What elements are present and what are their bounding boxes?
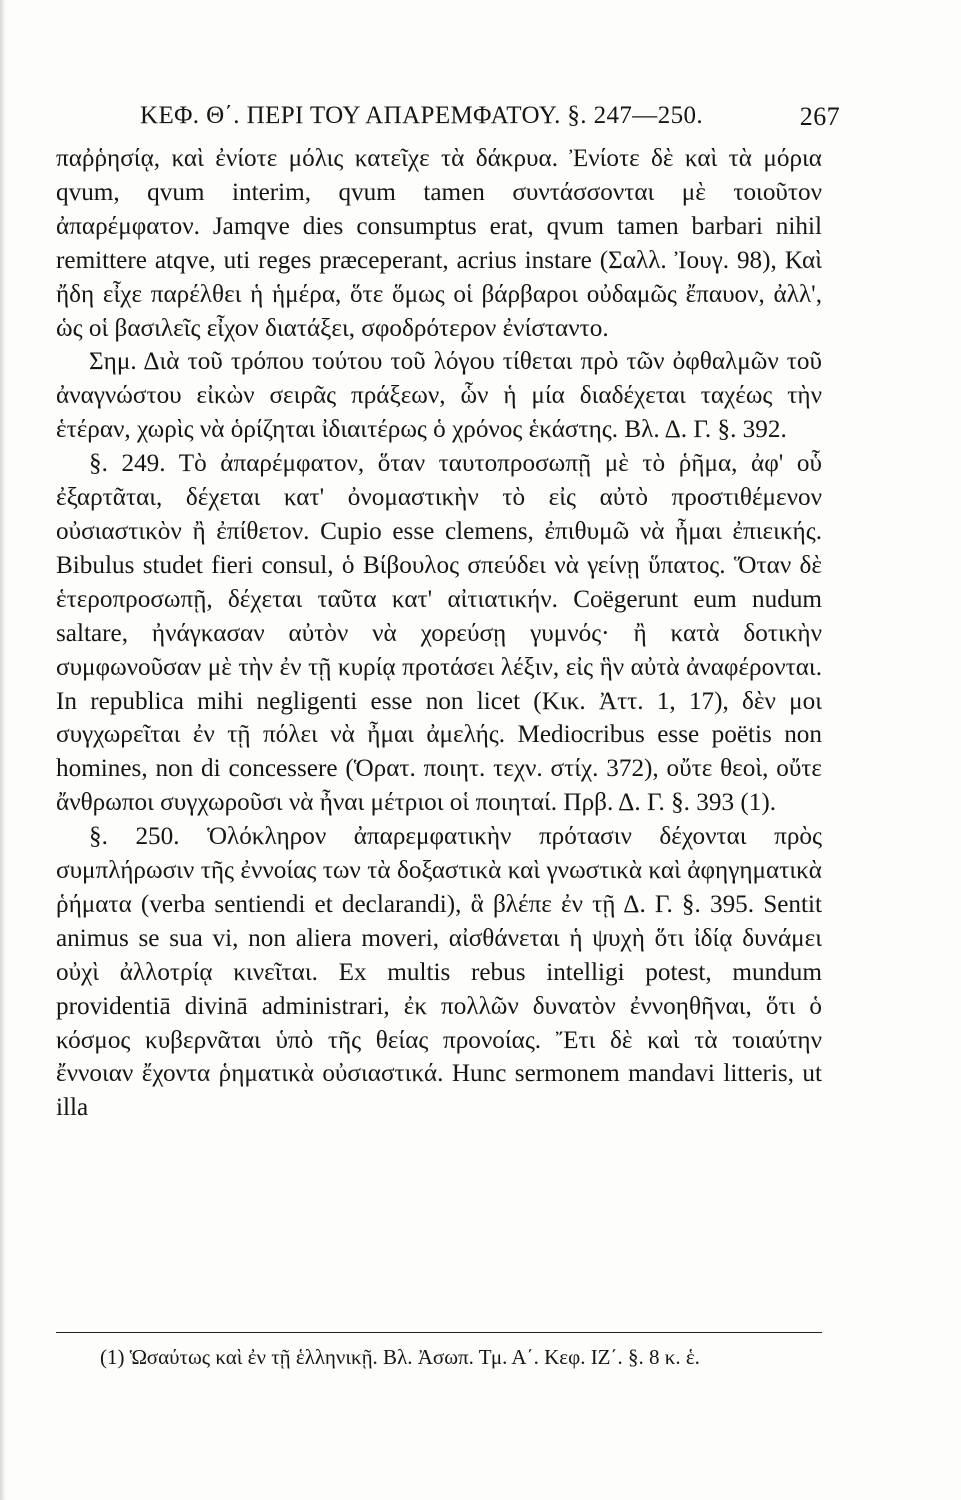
footnote: (1) Ὡσαύτως καὶ ἐν τῇ ἑλληνικῇ. Βλ. Ἀσωπ. Τμ. Α΄. Κεφ. ΙΖ΄. §. 8 κ. ἑ.	[100, 1345, 700, 1369]
running-header	[140, 102, 840, 132]
footnote-divider	[56, 1332, 822, 1333]
paragraph-section-250: §. 250. Ὁλόκληρον ἀπαρεμφατικὴν πρότασιν δέχονται πρὸς συμπλήρωσιν τῆς ἐννοίας των τὰ δοξαστικὰ καὶ γνωστικὰ καὶ ἀφηγηματικὰ ῥήματα (verba sentiendi et declarandi), ἃ βλέπε ἐν τῇ Δ. Γ. §. 395. Sentit animus se sua vi, non aliera moveri, αἰσθάνεται ἡ ψυχὴ ὅτι ἰδίᾳ δυνάμει οὐχὶ ἀλλοτρίᾳ κινεῖται. Ex multis rebus intelligi potest, mundum providentiā divinā administrari, ἐκ πολλῶν δυνατὸν ἐννοηθῆναι, ὅτι ὁ κόσμος κυβερνᾶται ὑπὸ τῆς θείας προνοίας. Ἔτι δὲ καὶ τὰ τοιαύτην ἔννοιαν ἔχοντα ῥηματικὰ οὐσιαστικά. Hunc sermonem mandavi litteris, ut illa	[56, 823, 822, 1122]
paragraph-note: Σημ. Διὰ τοῦ τρόπου τούτου τοῦ λόγου τίθεται πρὸ τῶν ὀφθαλμῶν τοῦ ἀναγνώστου εἰκὼν σειρᾶς πράξεων, ὧν ἡ μία διαδέχεται ταχέως τὴν ἑτέραν, χωρὶς νὰ ὁρίζηται ἰδιαιτέρως ὁ χρόνος ἑκάστης. Βλ. Δ. Γ. §. 392.	[56, 348, 822, 444]
page-number: 267	[799, 102, 840, 131]
page-edge-shadow	[0, 0, 6, 1500]
paragraph-section-249: §. 249. Τὸ ἀπαρέμφατον, ὅταν ταυτοπροσωπῇ μὲ τὸ ῥῆμα, ἀφ' οὗ ἐξαρτᾶται, δέχεται κατ' ὀνομαστικὴν τὸ εἰς αὐτὸ προστιθέμενον οὐσιαστικὸν ἢ ἐπίθετον. Cupio esse clemens, ἐπιθυμῶ νὰ ἦμαι ἐπιεικής. Bibulus studet fieri consul, ὁ Βίβουλος σπεύδει νὰ γείνῃ ὕπατος. Ὅταν δὲ ἑτεροπροσωπῇ, δέχεται ταῦτα κατ' αἰτιατικήν. Coëgerunt eum nudum saltare, ἠνάγκασαν αὐτὸν νὰ χορεύσῃ γυμνός· ἢ κατὰ δοτικὴν συμφωνοῦσαν μὲ τὴν ἐν τῇ κυρίᾳ προτάσει λέξιν, εἰς ἣν αὐτὰ ἀναφέρονται. In republica mihi negligenti esse non licet (Κικ. Ἀττ. 1, 17), δὲν μοι συγχωρεῖται ἐν τῇ πόλει νὰ ἦμαι ἀμελής. Mediocribus esse poëtis non homines, non di concessere (Ὁρατ. ποιητ. τεχν. στίχ. 372), οὔτε θεοὶ, οὔτε ἄνθρωποι συγχωροῦσι νὰ ἦναι μέτριοι οἱ ποιηταί. Πρβ. Δ. Γ. §. 393 (1).	[56, 450, 822, 817]
running-title: ΚΕΦ. Θ΄. ΠΕΡΙ ΤΟΥ ΑΠΑΡΕΜΦΑΤΟΥ. §. 247—250.	[140, 102, 704, 129]
paragraph-continuation: παῤῥησίᾳ, καὶ ἐνίοτε μόλις κατεῖχε τὰ δάκρυα. Ἐνίοτε δὲ καὶ τὰ μόρια qvum, qvum interim, qvum tamen συντάσσονται μὲ τοιοῦτον ἀπαρέμφατον. Jamqve dies consumptus erat, qvum tamen barbari nihil remittere atqve, uti reges præceperant, acrius instare (Σαλλ. Ἰουγ. 98), Καὶ ἤδη εἶχε παρέλθει ἡ ἡμέρα, ὅτε ὅμως οἱ βάρβαροι οὐδαμῶς ἔπαυον, ἀλλ', ὡς οἱ βασιλεῖς εἶχον διατάξει, σφοδρότερον ἐνίσταντο.	[56, 145, 822, 342]
body-text	[56, 142, 822, 1125]
